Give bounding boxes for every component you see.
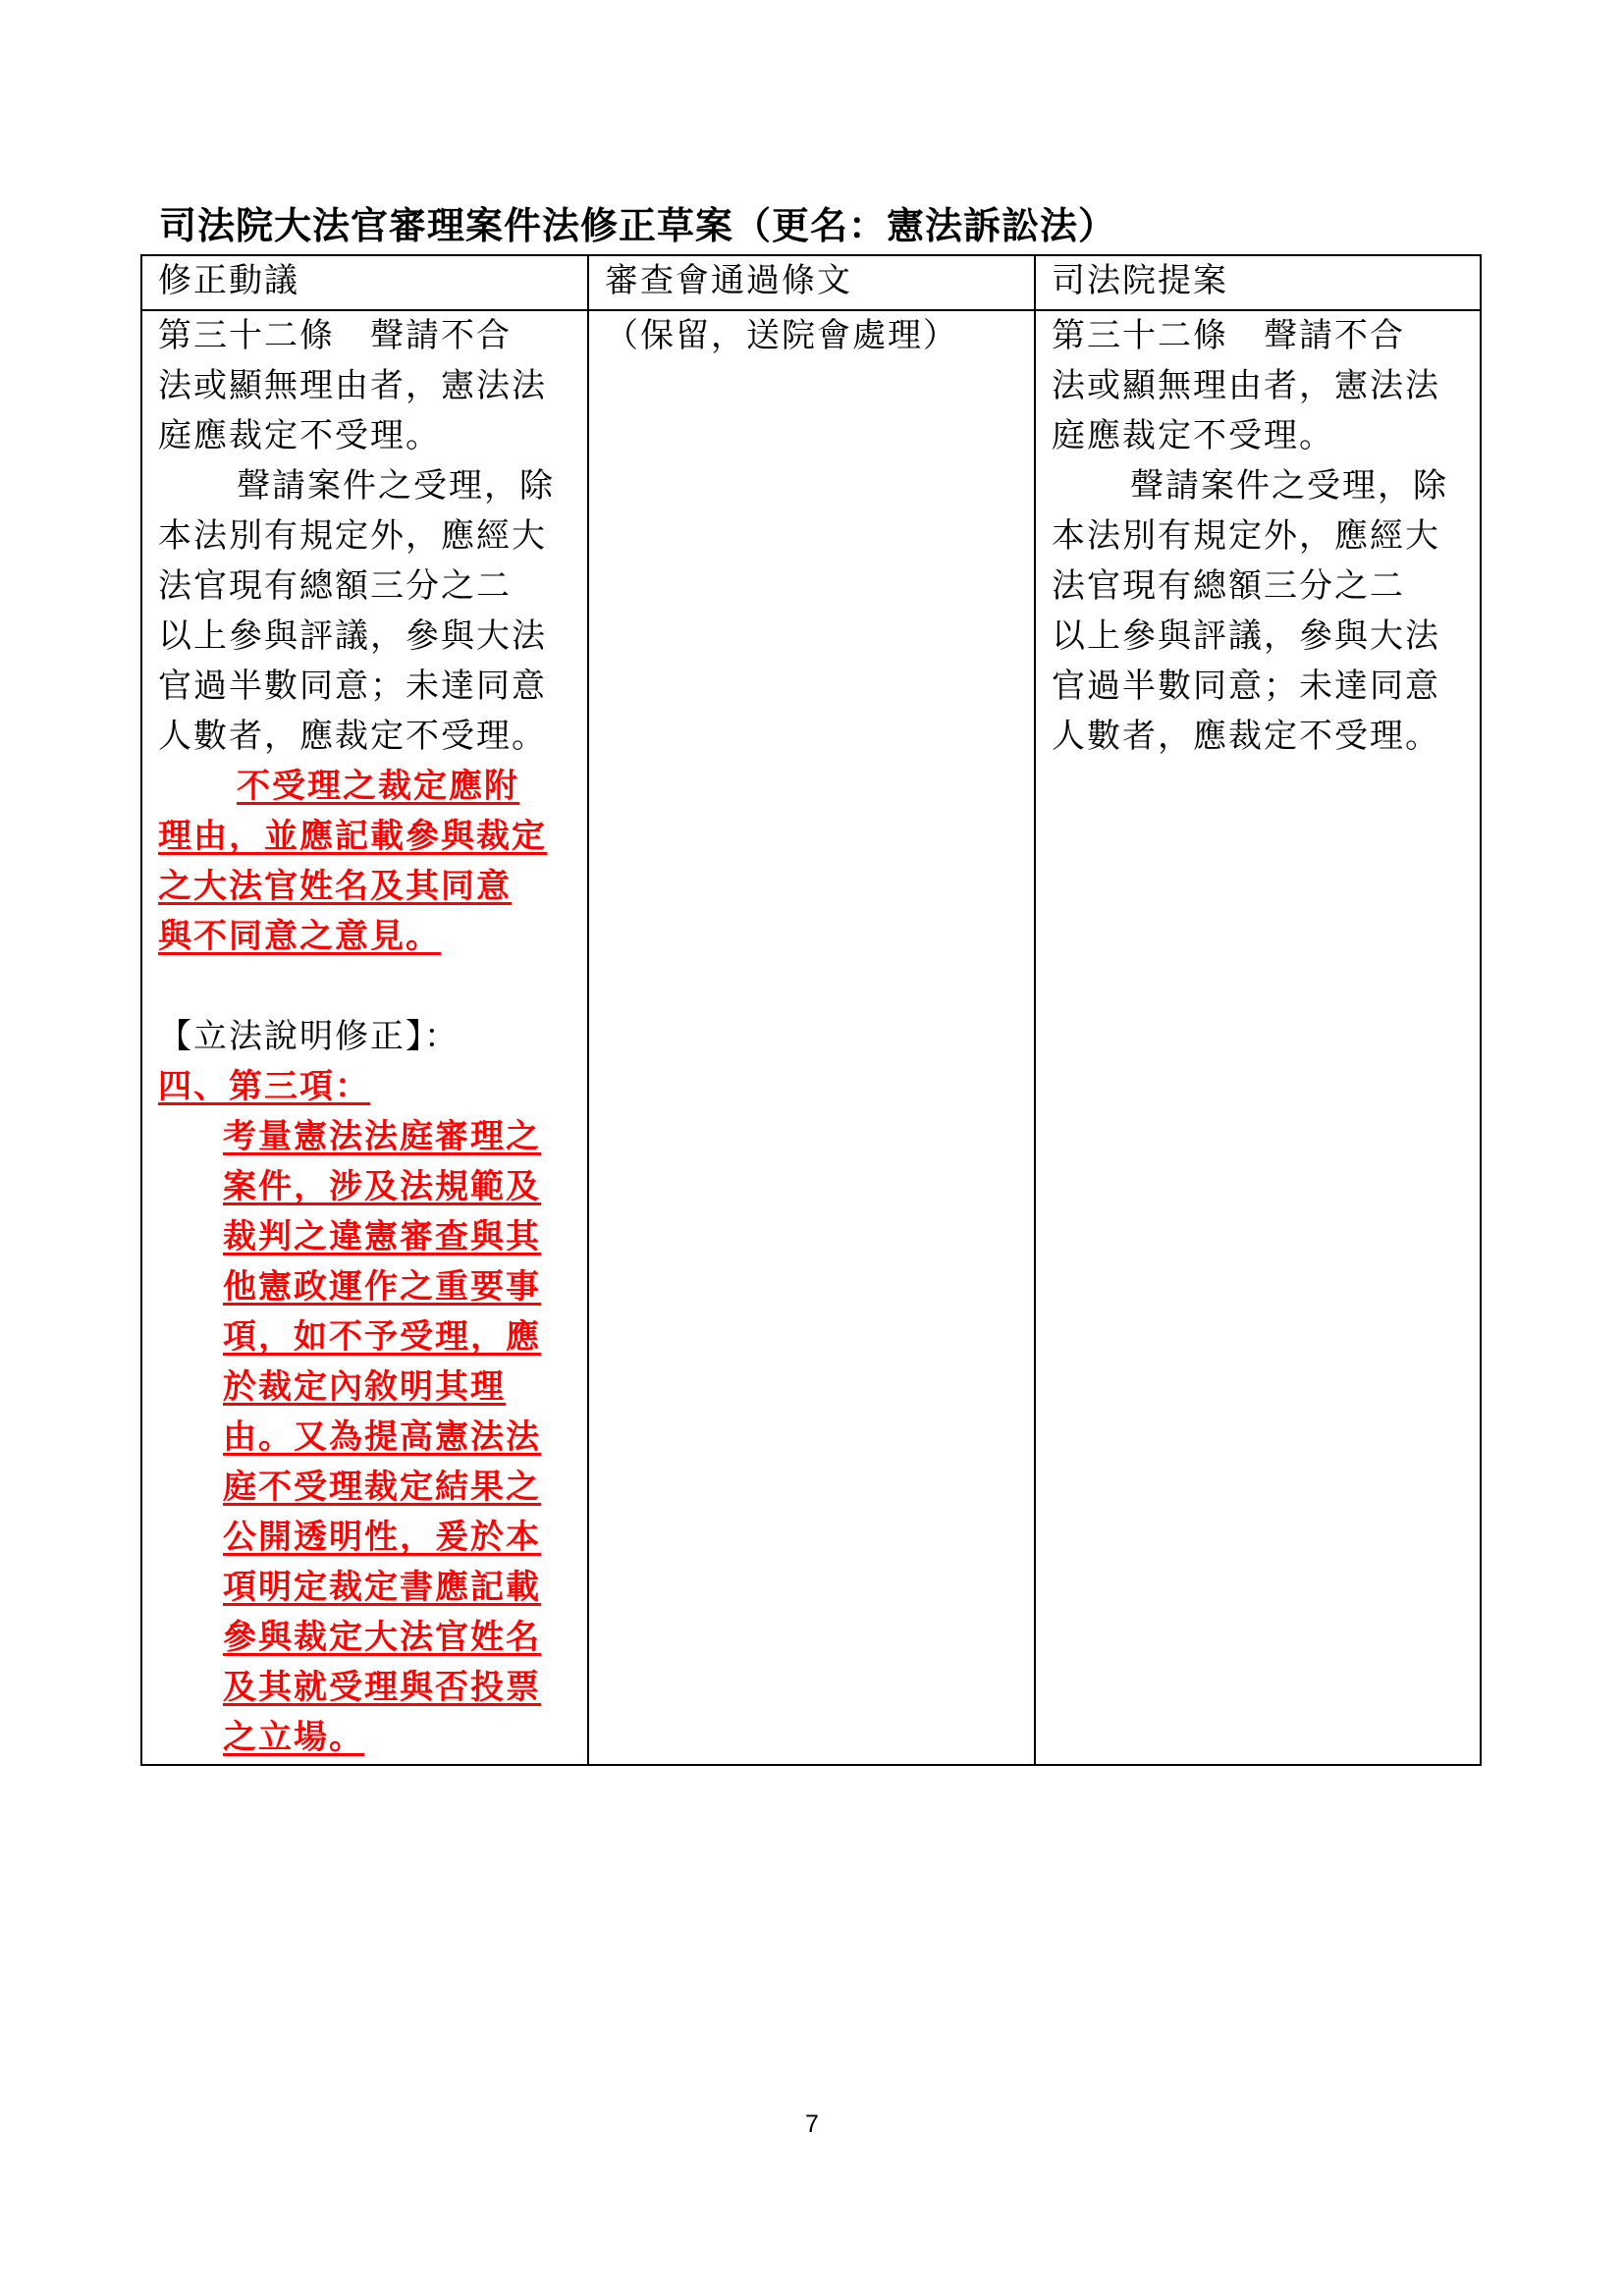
article-text-line: 法或顯無理由者，憲法法	[1052, 366, 1440, 405]
article-text-line: 法官現有總額三分之二	[158, 566, 512, 606]
note-text: 之立場。	[223, 1718, 364, 1757]
amendment-text: 與不同意之意見。	[158, 917, 441, 956]
note-text: 項，如不予受理，應	[223, 1317, 541, 1357]
header-judicial-yuan-proposal: 司法院提案	[1035, 255, 1481, 310]
note-line	[158, 1413, 587, 1463]
note-line	[158, 1312, 587, 1362]
committee-passed-cell	[588, 310, 1035, 1765]
note-line	[158, 1713, 587, 1763]
note-text: 裁判之違憲審查與其	[223, 1217, 541, 1256]
note-text: 參與裁定大法官姓名	[223, 1618, 541, 1657]
amendment-line	[158, 812, 587, 862]
amendment-text: 不受理之裁定應附	[237, 767, 519, 806]
article-text-line: 人數者，應裁定不受理。	[158, 717, 547, 756]
note-text: 他憲政運作之重要事	[223, 1267, 541, 1307]
page-number: 7	[805, 2110, 819, 2138]
article-text-line: 法官現有總額三分之二	[1052, 566, 1405, 606]
article-text-line: 官過半數同意；未達同意	[158, 667, 547, 706]
amendment-line	[158, 762, 587, 812]
table-row	[141, 310, 1481, 1765]
article-text-line: 法或顯無理由者，憲法法	[158, 366, 547, 405]
legislative-note-label: 【立法說明修正】：	[158, 1017, 460, 1056]
article-text-line: 以上參與評議，參與大法	[1052, 616, 1440, 656]
note-line	[158, 1613, 587, 1663]
note-heading: 四、第三項：	[158, 1067, 370, 1106]
article-text-line: 第三十二條 聲請不合	[1052, 316, 1405, 355]
article-text-line: 第三十二條 聲請不合	[158, 316, 512, 355]
document-title: 司法院大法官審理案件法修正草案（更名：憲法訴訟法）	[159, 204, 1117, 247]
amendment-line	[158, 912, 587, 962]
article-text-line: 聲請案件之受理，除	[237, 466, 555, 506]
judicial-yuan-proposal-cell	[1035, 310, 1481, 1765]
reserved-note: （保留，送院會處理）	[605, 316, 958, 355]
note-text: 於裁定內敘明其理	[223, 1367, 506, 1407]
amendment-line	[158, 862, 587, 912]
amendment-text: 理由，並應記載參與裁定	[158, 817, 547, 856]
article-text-line: 本法別有規定外，應經大	[1052, 516, 1440, 556]
note-line	[158, 1262, 587, 1312]
article-text-line: 庭應裁定不受理。	[1052, 416, 1334, 455]
note-text: 案件，涉及法規範及	[223, 1167, 541, 1206]
table-header-row	[141, 255, 1481, 310]
article-text-line: 官過半數同意；未達同意	[1052, 667, 1440, 706]
note-line	[158, 1112, 587, 1162]
note-line	[158, 1162, 587, 1212]
note-text: 及其就受理與否投票	[223, 1668, 541, 1707]
note-text: 庭不受理裁定結果之	[223, 1468, 541, 1507]
note-text: 由。又為提高憲法法	[223, 1417, 541, 1457]
blank-line	[158, 962, 587, 1012]
note-text: 公開透明性，爰於本	[223, 1518, 541, 1557]
note-line	[158, 1362, 587, 1413]
note-text: 考量憲法法庭審理之	[223, 1117, 541, 1156]
note-line	[158, 1463, 587, 1513]
amendment-text: 之大法官姓名及其同意	[158, 867, 512, 906]
article-text-line: 以上參與評議，參與大法	[158, 616, 547, 656]
note-line	[158, 1212, 587, 1262]
article-text-line: 聲請案件之受理，除	[1130, 466, 1448, 506]
note-line	[158, 1513, 587, 1563]
article-text-line: 本法別有規定外，應經大	[158, 516, 547, 556]
article-text-line: 庭應裁定不受理。	[158, 416, 441, 455]
article-text-line: 人數者，應裁定不受理。	[1052, 717, 1440, 756]
note-text: 項明定裁定書應記載	[223, 1568, 541, 1607]
note-heading-line	[158, 1062, 587, 1112]
amendment-motion-cell	[141, 310, 588, 1765]
note-line	[158, 1563, 587, 1613]
comparison-table	[140, 254, 1482, 1766]
header-amendment-motion: 修正動議	[141, 255, 588, 310]
note-line	[158, 1663, 587, 1713]
header-committee-passed-text: 審查會通過條文	[588, 255, 1035, 310]
